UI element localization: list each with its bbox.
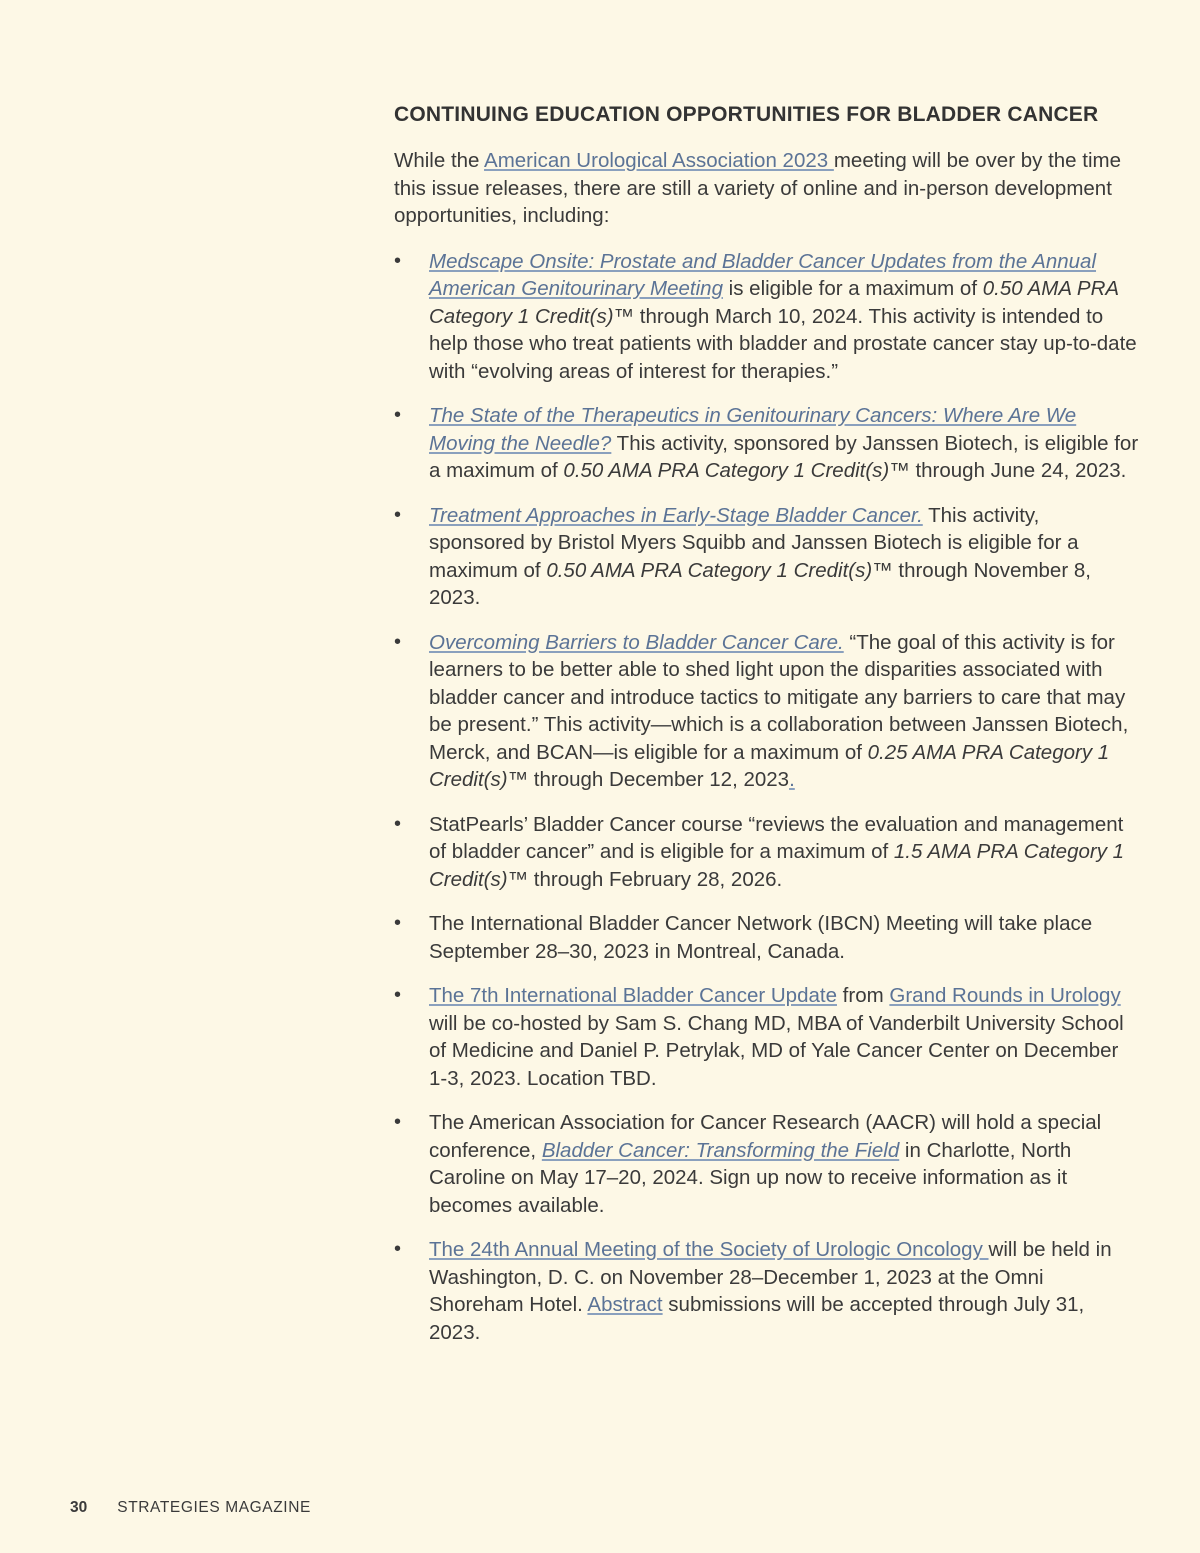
list-item (394, 629, 1139, 794)
intro-text-post: meeting will be over by the time this issue releases, there are still a variety of online and in-person development opportunities, including: (394, 149, 1121, 227)
item-text: This activity, sponsored by Bristol Myers Squibb and Janssen Biotech is eligible for a maximum of (429, 503, 1079, 582)
item-text: through March 10, 2024. This activity is intended to help those who treat patients with bladder and prostate cancer stay up-to-date with “evolving areas of interest for therapies.” (429, 304, 1137, 383)
item-text: StatPearls’ Bladder Cancer course “reviews the evaluation and management of bladder cancer” and is eligible for a maximum of (429, 812, 1124, 863)
list-item (394, 910, 1139, 965)
suo-meeting-link[interactable]: The 24th Annual Meeting of the Society of Urologic Oncology (429, 1238, 989, 1261)
grand-rounds-link[interactable]: Grand Rounds in Urology (889, 984, 1121, 1007)
item-text: through February 28, 2026. (528, 867, 783, 891)
bullet-icon: • (394, 404, 402, 426)
state-of-therapeutics-link[interactable]: The State of the Therapeutics in Genitourinary Cancers: Where Are We Moving the Needle? (429, 404, 1077, 455)
list-item (394, 982, 1139, 1092)
bullet-icon: • (394, 812, 402, 835)
list-item (394, 1109, 1139, 1219)
list-item (394, 1236, 1139, 1346)
list-item (394, 248, 1139, 386)
intro-paragraph (394, 147, 1139, 230)
credit-text: 0.50 AMA PRA Category 1 Credit(s)™ (429, 277, 1119, 328)
bullet-icon: • (394, 503, 402, 526)
item-text: through December 12, 2023 (528, 768, 790, 791)
item-text: “The goal of this activity is for learners to be better able to shed light upon the disparities associated with bladder cancer and introduce tactics to mitigate any barriers to care that may be present.” This activity—which is a collaboration between Janssen Biotech, Merck, and BCAN—is eligible for a maximum of (429, 630, 1129, 764)
overcoming-barriers-link[interactable]: Overcoming Barriers to Bladder Cancer Care. (429, 630, 844, 654)
item-text: This activity, sponsored by Janssen Biotech, is eligible for a maximum of (429, 431, 1139, 482)
aua-2023-link[interactable]: American Urological Association 2023 (484, 149, 834, 172)
item-text: in Charlotte, North Caroline on May 17–20, 2024. Sign up now to receive information as it becomes available. (429, 1138, 1072, 1217)
item-text: from (836, 984, 890, 1007)
list-item (394, 811, 1139, 894)
section-heading: CONTINUING EDUCATION OPPORTUNITIES FOR BLADDER CANCER (394, 103, 1099, 126)
bullet-icon: • (394, 1238, 402, 1260)
item-text: through June 24, 2023. (909, 459, 1127, 482)
bladder-cancer-update-link[interactable]: The 7th International Bladder Cancer Update (429, 984, 837, 1007)
bullet-icon: • (394, 912, 402, 934)
page-number: 30 (70, 1499, 88, 1516)
item-text: submissions will be accepted through July 31, 2023. (429, 1293, 1085, 1344)
credit-text: 0.25 AMA PRA Category 1 Credit(s)™ (429, 740, 1110, 791)
list-item (394, 502, 1139, 612)
aacr-conference-link[interactable]: Bladder Cancer: Transforming the Field (541, 1138, 900, 1162)
item-text: through November 8, 2023. (429, 558, 1091, 609)
publication-name: STRATEGIES MAGAZINE (117, 1499, 311, 1516)
trailing-period-link[interactable]: . (789, 768, 795, 791)
bullet-icon: • (394, 1111, 402, 1133)
item-text: The International Bladder Cancer Network (IBCN) Meeting will take place September 28–30, 2023 in Montreal, Canada. (429, 912, 1093, 963)
bullet-icon: • (394, 984, 402, 1006)
item-text: is eligible for a maximum of (722, 277, 983, 300)
credit-text: 0.50 AMA PRA Category 1 Credit(s)™ (546, 558, 893, 582)
article-column (394, 103, 1139, 1363)
page-footer (70, 1498, 311, 1518)
list-item (394, 402, 1139, 485)
bullet-icon: • (394, 630, 402, 653)
treatment-approaches-link[interactable]: Treatment Approaches in Early-Stage Bladder Cancer. (429, 503, 923, 527)
abstract-link[interactable]: Abstract (587, 1293, 663, 1316)
item-text: The American Association for Cancer Research (AACR) will hold a special conference, (429, 1111, 1102, 1162)
bullet-icon: • (394, 249, 402, 272)
credit-text: 0.50 AMA PRA Category 1 Credit(s)™ (563, 459, 910, 482)
item-text: will be co-hosted by Sam S. Chang MD, MBA of Vanderbilt University School of Medicine and Daniel P. Petrylak, MD of Yale Cancer Center on December 1-3, 2023. Location TBD. (429, 1011, 1124, 1090)
intro-text-pre: While the (394, 149, 485, 172)
opportunities-list (394, 248, 1139, 1347)
credit-text: 1.5 AMA PRA Category 1 Credit(s)™ (429, 840, 1125, 891)
item-text: will be held in Washington, D. C. on November 28–December 1, 2023 at the Omni Shoreham Hotel. (429, 1238, 1112, 1316)
medscape-onsite-link[interactable]: Medscape Onsite: Prostate and Bladder Cancer Updates from the Annual American Genitourinary Meeting (429, 249, 1097, 300)
